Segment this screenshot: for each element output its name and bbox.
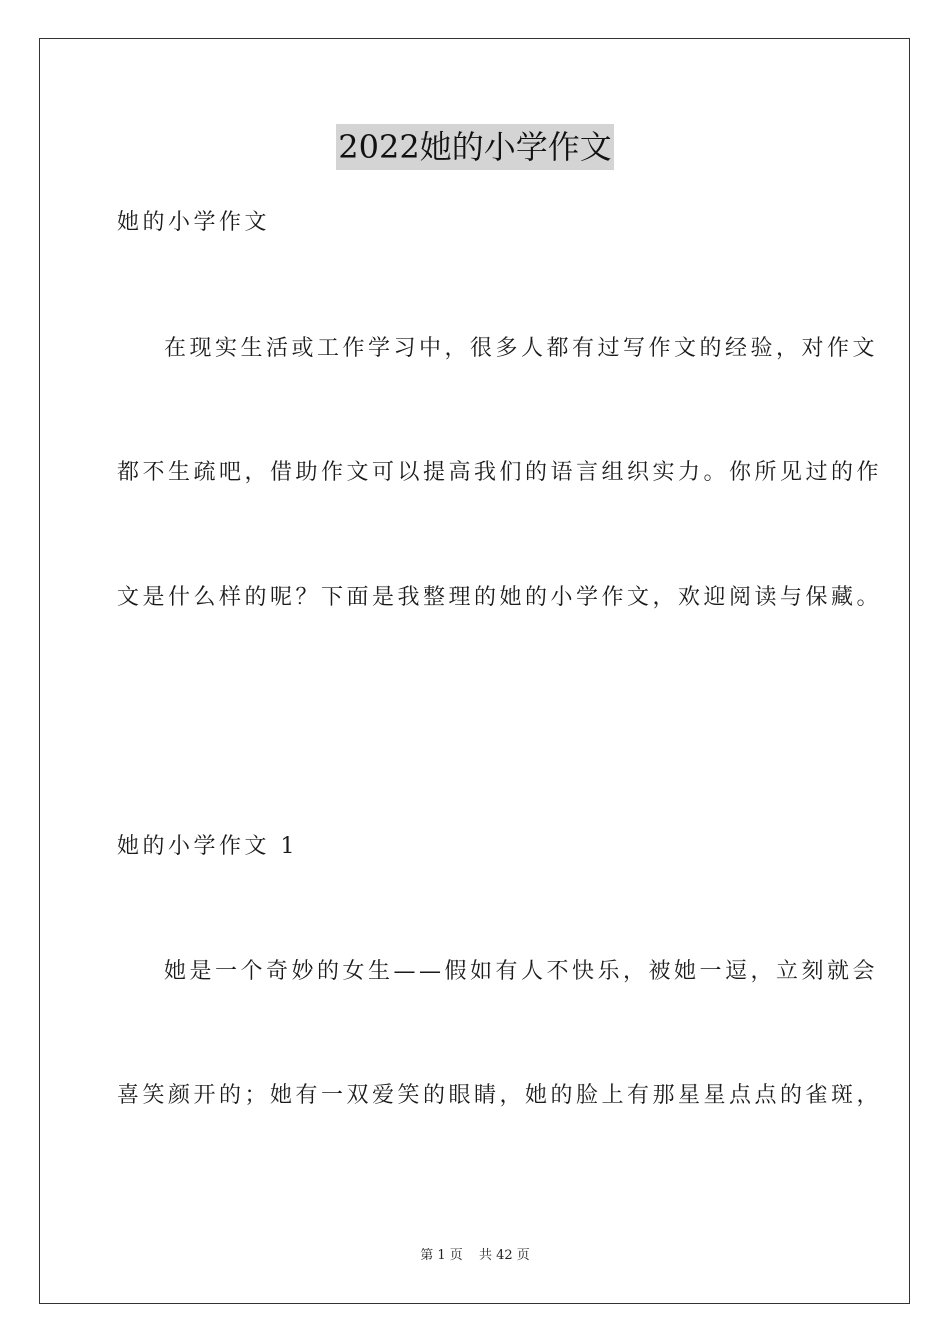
section-heading: 她的小学作文 1 xyxy=(117,834,298,859)
document-subtitle: 她的小学作文 xyxy=(117,210,271,235)
title-container xyxy=(0,124,950,170)
page-number: 第 1 页 xyxy=(420,1248,463,1263)
body-paragraph-line: 她是一个奇妙的女生——假如有人不快乐，被她一逗，立刻就会 xyxy=(164,959,879,984)
document-title: 2022她的小学作文 xyxy=(336,124,613,170)
total-pages: 共 42 页 xyxy=(478,1248,530,1263)
intro-paragraph-line: 文是什么样的呢？下面是我整理的她的小学作文，欢迎阅读与保藏。 xyxy=(117,585,883,610)
intro-paragraph-line: 都不生疏吧，借助作文可以提高我们的语言组织实力。你所见过的作 xyxy=(117,460,883,485)
body-paragraph-line: 喜笑颜开的；她有一双爱笑的眼睛，她的脸上有那星星点点的雀斑， xyxy=(117,1083,883,1108)
intro-paragraph-line: 在现实生活或工作学习中，很多人都有过写作文的经验，对作文 xyxy=(164,336,879,361)
page-footer xyxy=(0,1247,950,1265)
